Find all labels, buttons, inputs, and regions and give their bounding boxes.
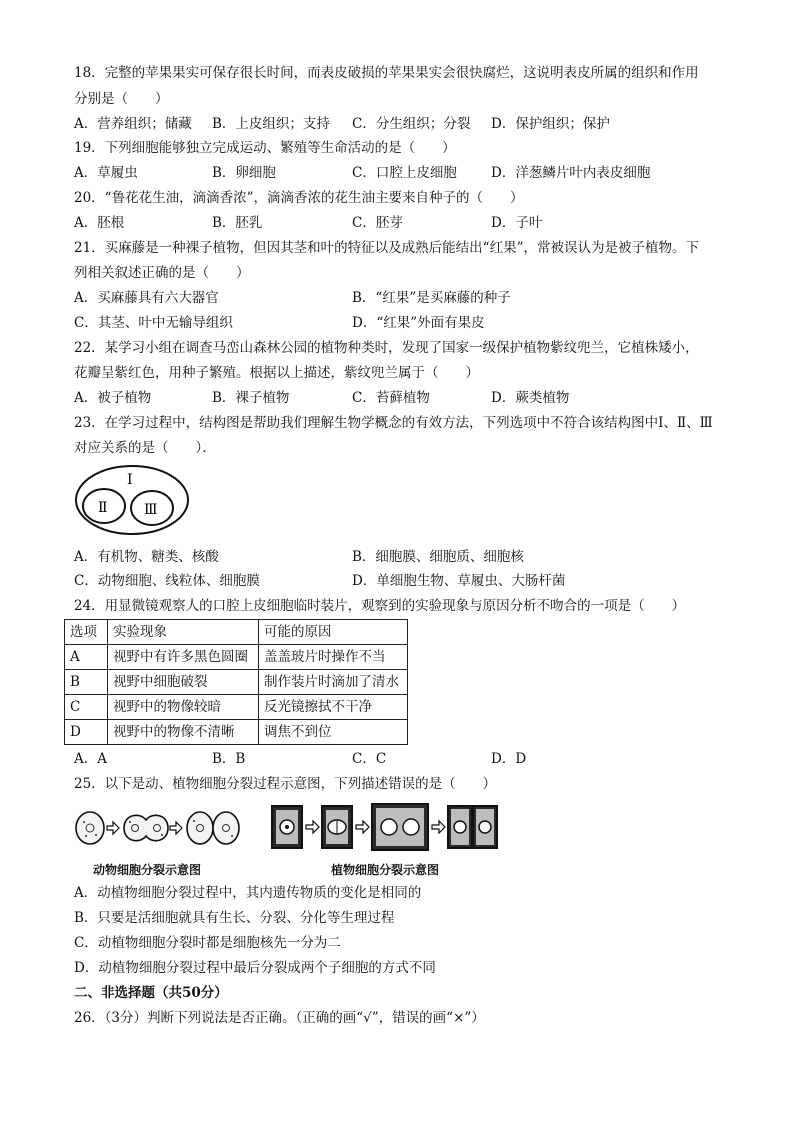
q25-option-a: A．动植物细胞分裂过程中，其内遗传物质的变化是相同的 <box>74 885 422 901</box>
table-row <box>65 695 408 720</box>
q25-stem: 25．以下是动、植物细胞分裂过程示意图，下列描述错误的是（ ） <box>74 776 497 792</box>
q19-option-d: D．洋葱鳞片叶内表皮细胞 <box>491 165 651 181</box>
venn-label-right: Ⅲ <box>144 502 158 518</box>
section-title: 二、非选择题（共50分） <box>74 985 228 1001</box>
animal-cell-caption: 动物细胞分裂示意图 <box>93 863 202 877</box>
q19-stem: 19．下列细胞能够独立完成运动、繁殖等生命活动的是（ ） <box>74 140 456 156</box>
q18-option-a: A．营养组织；储藏 <box>74 116 192 132</box>
q21-stem-line2: 列相关叙述正确的是（ ） <box>74 265 250 281</box>
table-cell: 视野中的物像较暗 <box>108 695 259 720</box>
arrow-icon <box>170 822 182 834</box>
table-header-cell: 实验现象 <box>108 620 259 645</box>
q21-option-c: C．其茎、叶中无输导组织 <box>74 315 233 331</box>
arrow-icon <box>107 822 119 834</box>
q24-option-d: D．D <box>491 751 527 767</box>
plant-cell-caption: 植物细胞分裂示意图 <box>331 863 440 877</box>
q23-stem-line1: 23．在学习过程中，结构图是帮助我们理解生物学概念的有效方法，下列选项中不符合该结构图中Ⅰ、Ⅱ、Ⅲ <box>74 415 713 431</box>
q23-option-c: C．动物细胞、线粒体、细胞膜 <box>74 573 260 589</box>
q24-table <box>64 619 408 745</box>
table-cell: 调焦不到位 <box>259 720 408 745</box>
table-cell: 视野中的物像不清晰 <box>108 720 259 745</box>
q19-option-a: A．草履虫 <box>74 165 138 181</box>
q20-stem: 20．“鲁花花生油，滴滴香浓”，滴滴香浓的花生油主要来自种子的（ ） <box>74 190 524 206</box>
table-header-cell: 可能的原因 <box>259 620 408 645</box>
table-row <box>65 720 408 745</box>
q23-venn-diagram <box>72 462 194 538</box>
table-cell: 反光镜擦拭不干净 <box>259 695 408 720</box>
q24-option-a: A．A <box>74 751 107 767</box>
venn-label-outer: Ⅰ <box>127 472 133 488</box>
table-cell: D <box>65 720 108 745</box>
q24-option-c: C．C <box>352 751 387 767</box>
q21-option-a: A．买麻藤具有六大器官 <box>74 290 219 306</box>
q25-option-c: C．动植物细胞分裂时都是细胞核先一分为二 <box>74 935 341 951</box>
q18-option-c: C．分生组织；分裂 <box>352 116 471 132</box>
table-cell: A <box>65 645 108 670</box>
q20-option-a: A．胚根 <box>74 215 125 231</box>
q25-option-b: B．只要是活细胞就具有生长、分裂、分化等生理过程 <box>74 910 395 926</box>
q20-option-d: D．子叶 <box>491 215 543 231</box>
q24-option-b: B．B <box>212 751 246 767</box>
q22-stem-line2: 花瓣呈紫红色，用种子繁殖。根据以上描述，紫纹兜兰属于（ ） <box>74 365 479 381</box>
q24-stem: 24．用显微镜观察人的口腔上皮细胞临时装片，观察到的实验现象与原因分析不吻合的一项是（ ） <box>74 598 686 614</box>
table-cell: C <box>65 695 108 720</box>
q20-option-c: C．胚芽 <box>352 215 403 231</box>
q21-option-b: B．“红果”是买麻藤的种子 <box>352 290 511 306</box>
arrow-icon <box>432 821 445 833</box>
table-cell: 视野中有许多黑色圆圈 <box>108 645 259 670</box>
plant-cell-division-illustration <box>270 800 500 856</box>
table-cell: 视野中细胞破裂 <box>108 670 259 695</box>
venn-label-left: Ⅱ <box>98 500 108 516</box>
q20-option-b: B．胚乳 <box>212 215 263 231</box>
table-header-row <box>65 620 408 645</box>
q22-option-c: C．苔藓植物 <box>352 390 430 406</box>
q22-stem-line1: 22．某学习小组在调查马峦山森林公园的植物种类时，发现了国家一级保护植物紫纹兜兰，它植株矮小， <box>74 340 699 356</box>
q18-stem-line1: 18．完整的苹果果实可保存很长时间，而表皮破损的苹果果实会很快腐烂，这说明表皮所属的组织和作用 <box>74 65 699 81</box>
table-cell: 盖盖玻片时操作不当 <box>259 645 408 670</box>
q22-option-d: D．蕨类植物 <box>491 390 570 406</box>
table-cell: B <box>65 670 108 695</box>
q19-option-b: B．卵细胞 <box>212 165 276 181</box>
table-cell: 制作装片时滴加了清水 <box>259 670 408 695</box>
q23-option-b: B．细胞膜、细胞质、细胞核 <box>352 549 524 565</box>
arrow-icon <box>306 821 319 833</box>
q21-option-d: D．“红果”外面有果皮 <box>352 315 485 331</box>
q26-stem: 26．（3分）判断下列说法是否正确。（正确的画“√”，错误的画“×”） <box>74 1010 485 1026</box>
table-header-cell: 选项 <box>65 620 108 645</box>
q23-option-d: D．单细胞生物、草履虫、大肠杆菌 <box>352 573 566 589</box>
table-row <box>65 645 408 670</box>
q21-stem-line1: 21．买麻藤是一种裸子植物，但因其茎和叶的特征以及成熟后能结出“红果”，常被误认为是被子植物。下 <box>74 240 699 256</box>
q19-option-c: C．口腔上皮细胞 <box>352 165 457 181</box>
animal-cell-stage-2 <box>124 815 168 840</box>
q25-option-d: D．动植物细胞分裂过程中最后分裂成两个子细胞的方式不同 <box>74 960 436 976</box>
q22-option-b: B．裸子植物 <box>212 390 290 406</box>
q18-option-b: B．上皮组织；支持 <box>212 116 330 132</box>
q22-option-a: A．被子植物 <box>74 390 152 406</box>
q23-stem-line2: 对应关系的是（ ）． <box>74 440 216 456</box>
arrow-icon <box>356 821 369 833</box>
animal-cell-division-illustration <box>74 802 254 854</box>
animal-cell-stage-3b <box>213 812 239 844</box>
animal-cell-stage-1 <box>76 812 104 844</box>
q18-option-d: D．保护组织；保护 <box>491 116 610 132</box>
q18-stem-line2: 分别是（ ） <box>74 91 169 107</box>
animal-cell-stage-3a <box>187 812 213 844</box>
q23-option-a: A．有机物、糖类、核酸 <box>74 549 219 565</box>
table-row <box>65 670 408 695</box>
